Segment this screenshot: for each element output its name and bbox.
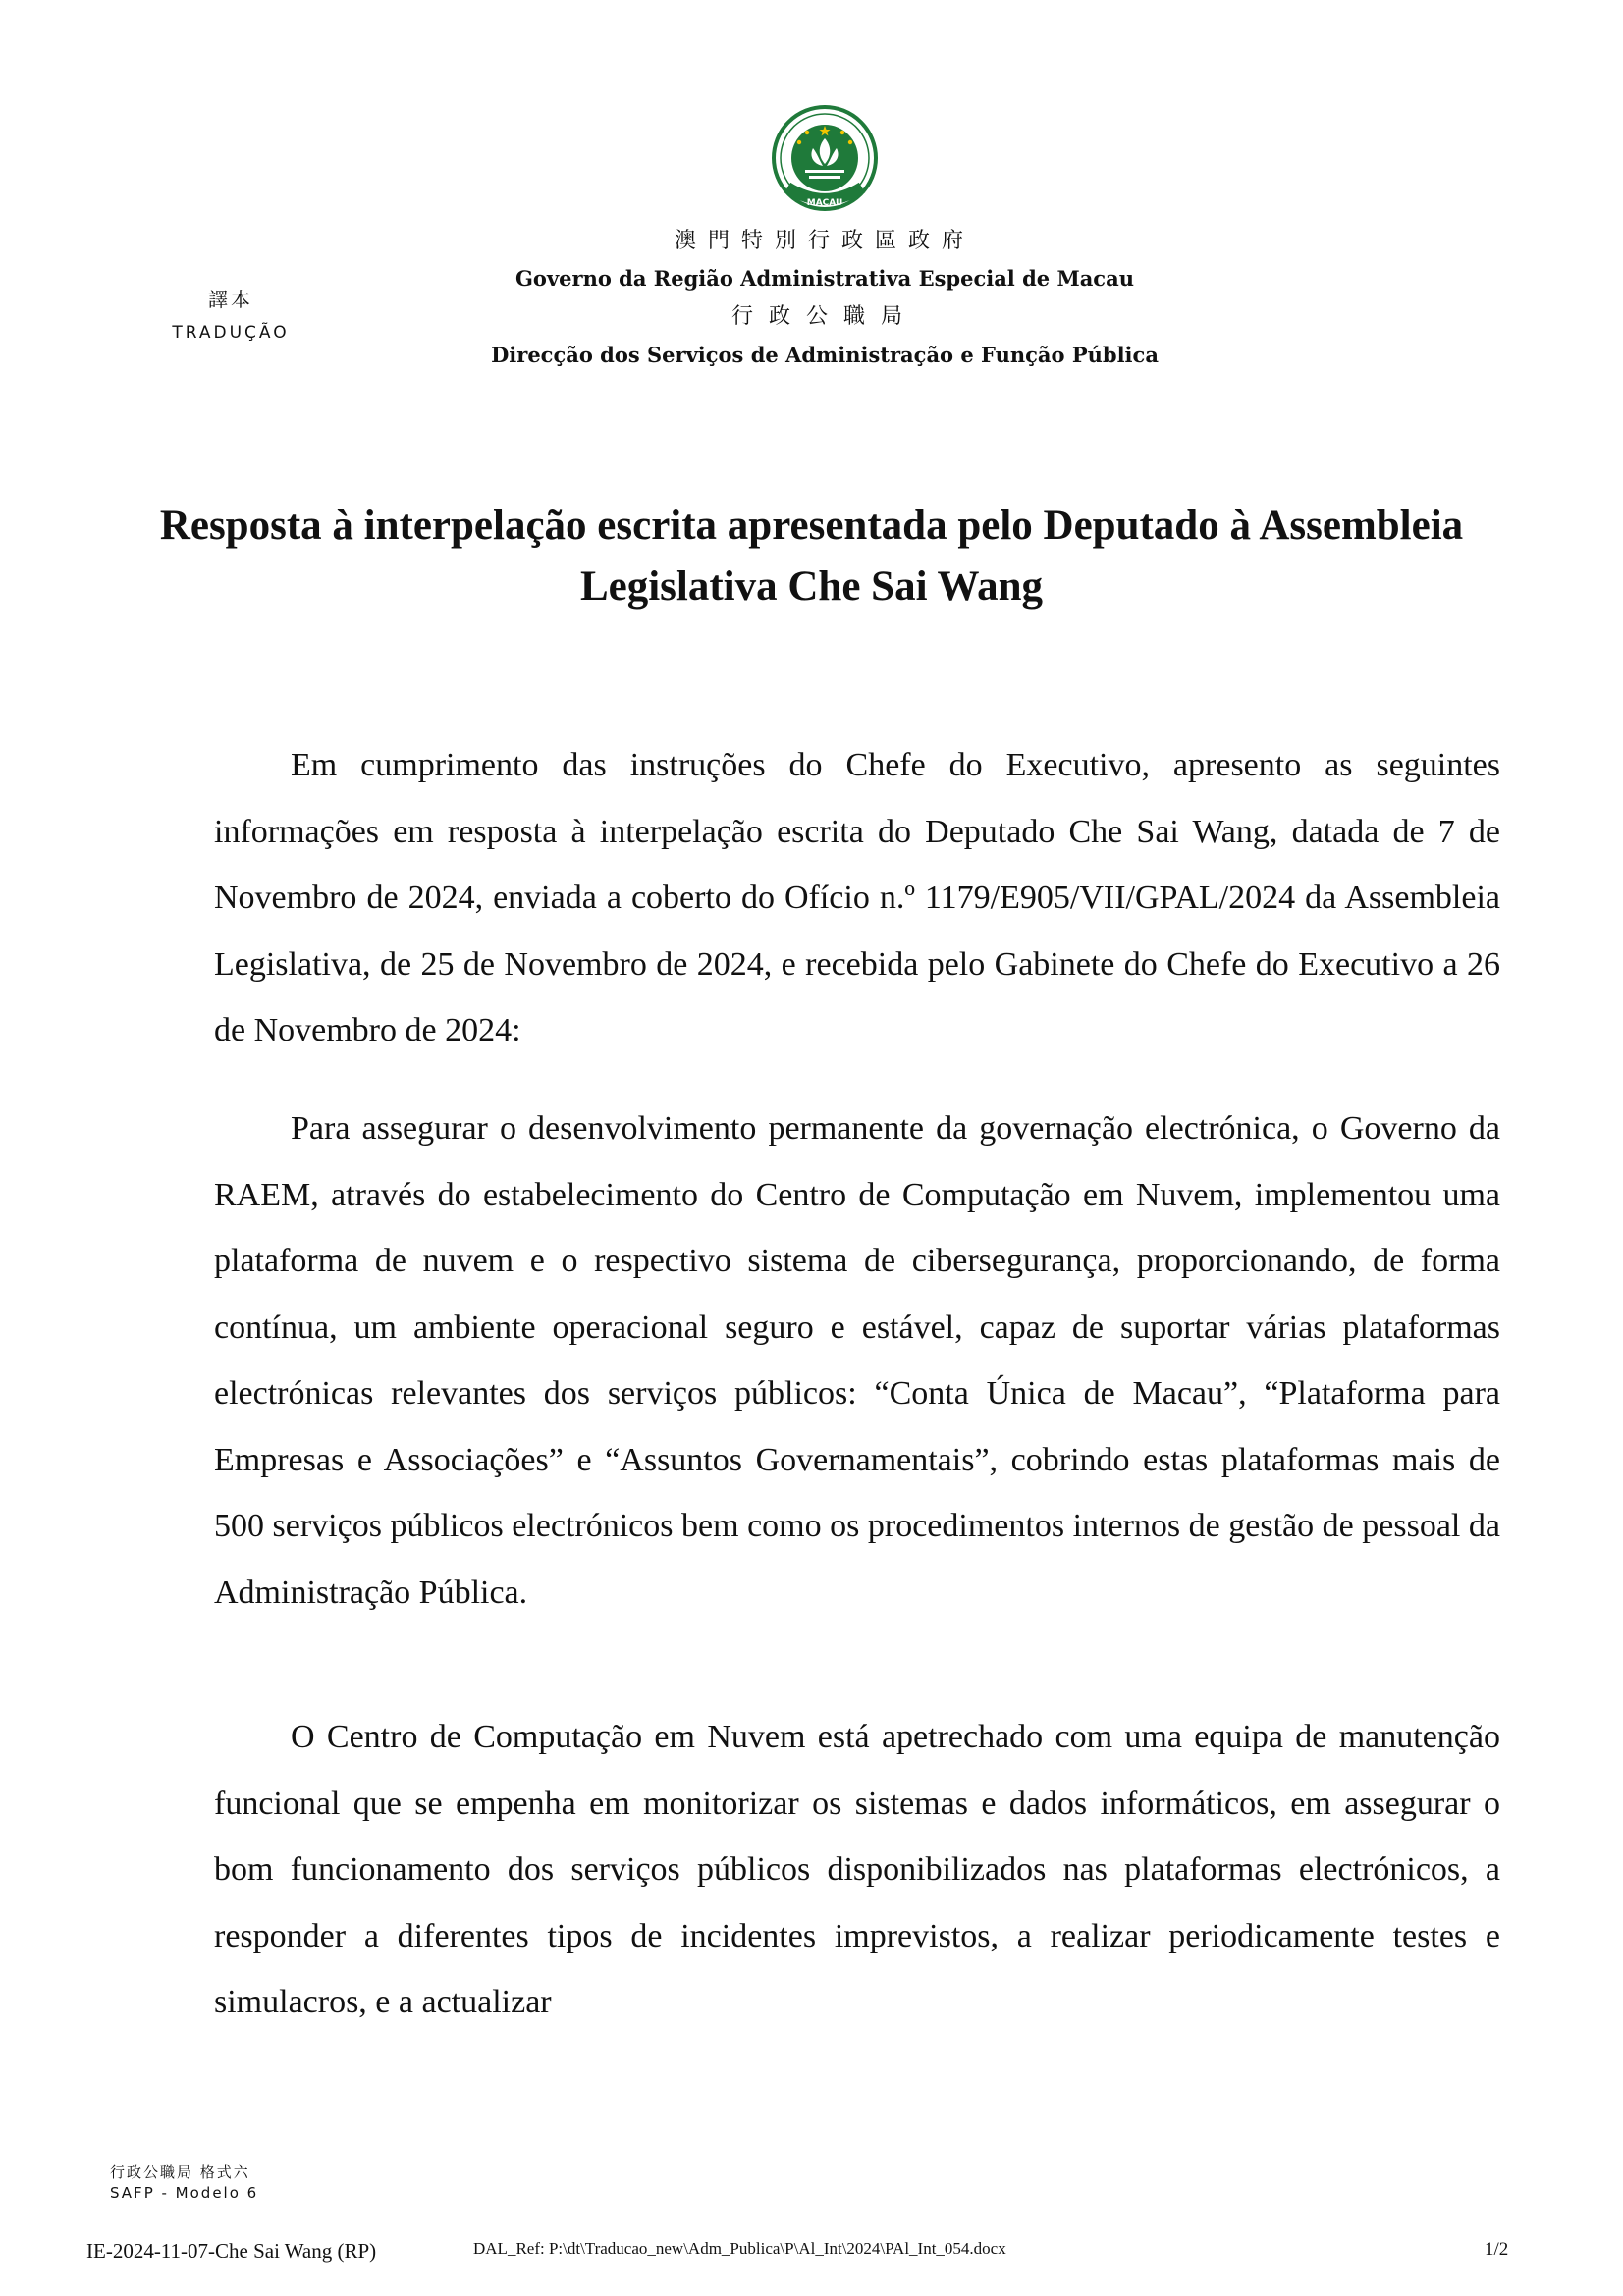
footer-dal-reference: DAL_Ref: P:\dt\Traducao_new\Adm_Publica\P\Al_Int\2024\PAl_Int_054.docx <box>473 2239 1006 2258</box>
document-type-pt: TRADUÇÃO <box>172 323 290 343</box>
emblem-label: MACAU <box>806 198 843 208</box>
footer-file-id: IE-2024-11-07-Che Sai Wang (RP) <box>86 2239 377 2263</box>
form-model-cn: 行政公職局 格式六 <box>110 2163 250 2181</box>
government-name-pt: Governo da Região Administrativa Especial de Macau <box>515 266 1134 291</box>
document-type-cn: 譯本 <box>208 288 253 311</box>
letterhead <box>373 224 1276 375</box>
macau-emblem-logo <box>762 103 888 219</box>
paragraph-3: O Centro de Computação em Nuvem está apetrechado com uma equipa de manutenção funcional que se empenha em monitorizar os sistemas e dados informáticos, em assegurar o bom funcionamento dos serviços públicos disponibilizados nas plataformas electrónicos, a responder a diferentes tipos de incidentes imprevistos, a realizar periodicamente testes e simulacros, e a actualizar <box>214 1719 1500 2020</box>
footer-page-number: 1/2 <box>1485 2239 1509 2260</box>
form-model-pt: SAFP - Modelo 6 <box>110 2184 259 2202</box>
document-type-label <box>137 281 324 347</box>
government-name-cn: 澳門特別行政區政府 <box>674 229 975 253</box>
department-name-cn: 行政公職局 <box>730 304 918 329</box>
form-model-reference <box>110 2163 258 2204</box>
document-title: Resposta à interpelação escrita apresentada pelo Deputado à Assembleia Legislativa Che Sai Wang <box>159 503 1464 610</box>
paragraph-1: Em cumprimento das instruções do Chefe do Executivo, apresento as seguintes informações em resposta à interpelação escrita do Deputado Che Sai Wang, datada de 7 de Novembro de 2024, enviada a coberto do Ofício n.º 1179/E905/VII/GPAL/2024 da Assembleia Legislativa, de 25 de Novembro de 2024, e recebida pelo Gabinete do Chefe do Executivo a 26 de Novembro de 2024: <box>214 747 1500 1048</box>
department-name-pt: Direcção dos Serviços de Administração e Função Pública <box>491 343 1159 367</box>
paragraph-2: Para assegurar o desenvolvimento permanente da governação electrónica, o Governo da RAEM, através do estabelecimento do Centro de Computação em Nuvem, implementou uma plataforma de nuvem e o respectivo sistema de cibersegurança, proporcionando, de forma contínua, um ambiente operacional seguro e estável, capaz de suportar várias plataformas electrónicas relevantes dos serviços públicos: “Conta Única de Macau”, “Plataforma para Empresas e Associações” e “Assuntos Governamentais”, cobrindo estas plataformas mais de 500 serviços públicos electrónicos bem como os procedimentos internos de gestão de pessoal da Administração Pública. <box>214 1110 1500 1611</box>
